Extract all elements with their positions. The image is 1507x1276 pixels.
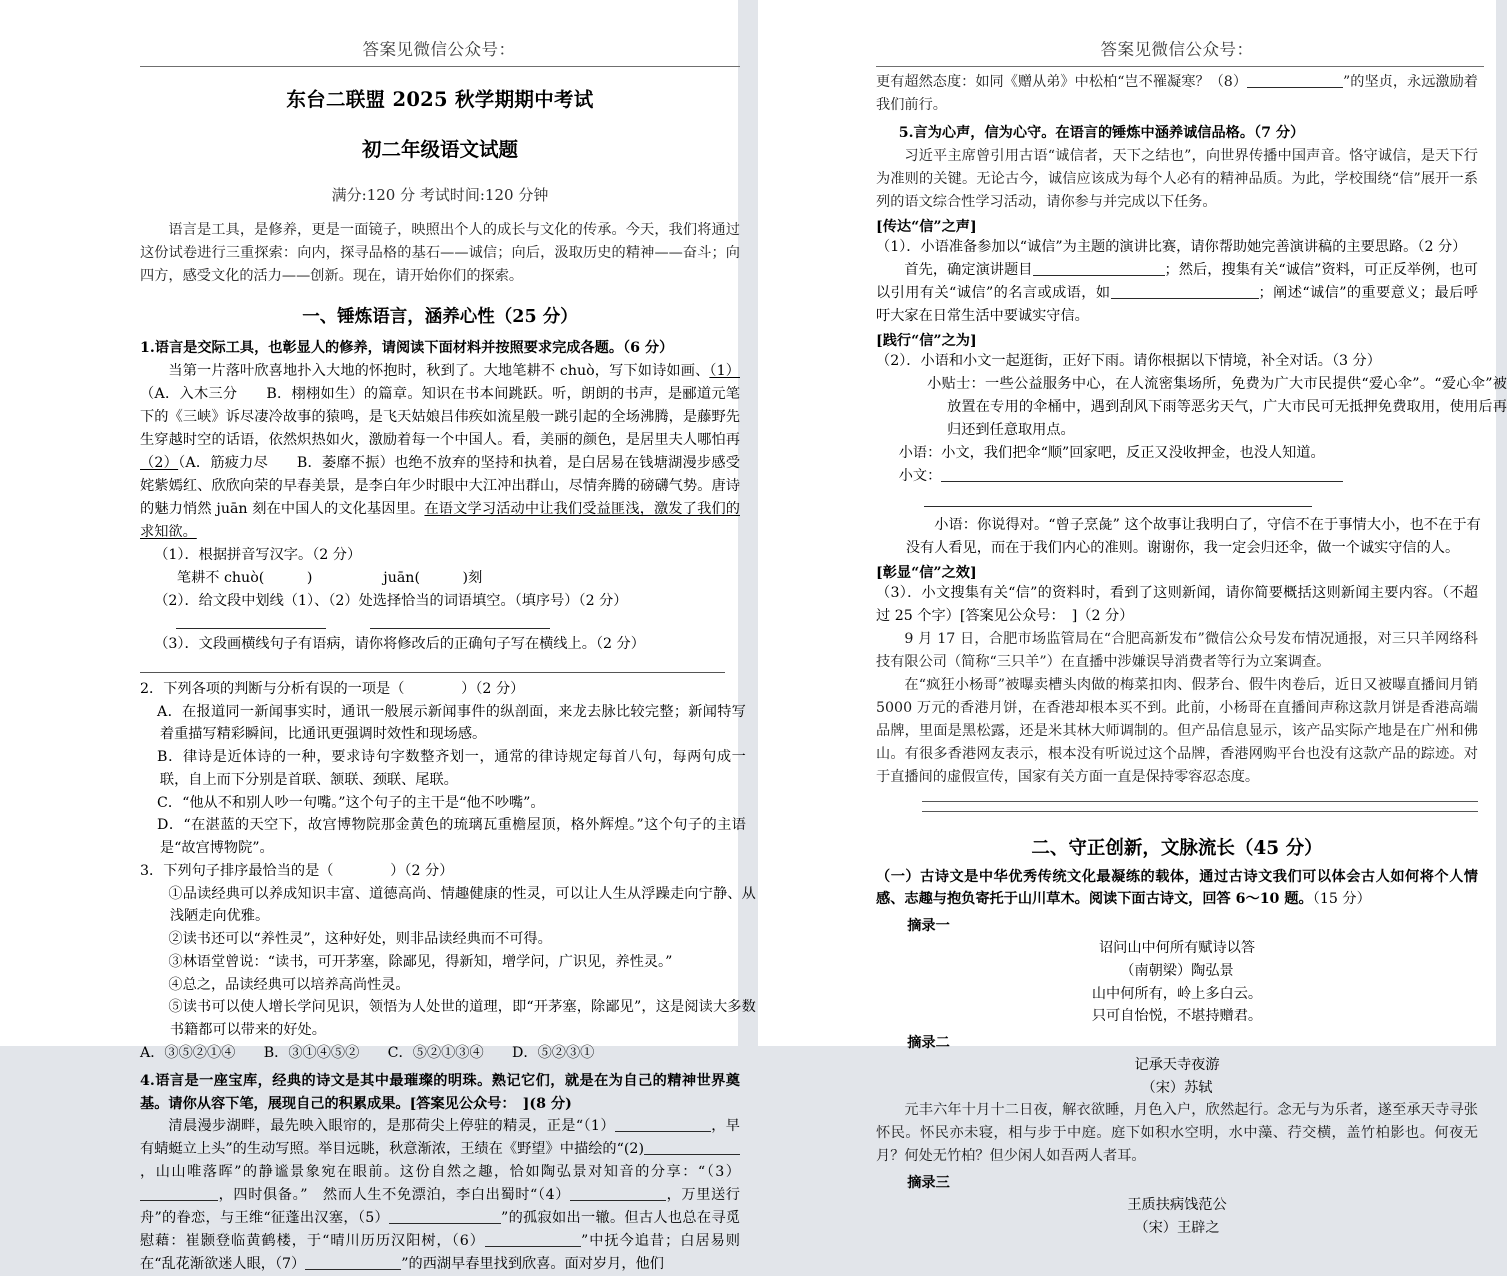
dialogue-line-2-label [876, 465, 1481, 488]
dialogue-answer-blank-2[interactable] [924, 506, 1312, 507]
passage-blank-1: （1） [709, 362, 740, 379]
question-3-stem: 3．下列句子排序最恰当的是（ ）（2 分） [140, 862, 454, 879]
passage-blank-2: （2） [140, 454, 179, 471]
question-5-stem: 5.言为心声，信为心守。在语言的锤炼中涵养诚信品格。（7 分） [898, 125, 1305, 141]
q4-blank-5[interactable] [389, 1223, 501, 1224]
passage-part-2: （A．入木三分 B．栩栩如生）的篇章。知识在书本间跳跃。听，朗朗的书声，是郦道元笔下的《三峡》诉尽凄冷故事的猿鸣，是飞天姑娘吕伟疾如流星般一跳引起的全场沸腾，是藤野先生穿越时空的话语，依然炽热如火，激励着每一个中国人。看，美丽的颜色，是居里夫人哪怕再 [140, 385, 740, 448]
block-label-effect: [彰显“信”之效] [876, 564, 977, 581]
excerpt-2-author: （宋）苏轼 [1141, 1079, 1213, 1096]
continued-fill-blank [876, 71, 1478, 117]
dialogue-answer-row-2[interactable] [876, 488, 1451, 514]
news-paragraph-2: 在“疯狂小杨哥”被曝卖槽头肉做的梅菜扣肉、假茅台、假牛肉卷后，近日又被曝直播间月销 5000 万元的香港月饼，在香港却根本买不到。此前，小杨哥在直播间声称这款月饼是香港高端品牌，里面是黑松露，还是米其林大师调制的。但产品信息显示，该产品实际产地是在广州和佛山。有很多香港网友表示，根本没有听说过这个品牌，香港网购平台也没有这款产品的踪迹。对于直播间的虚假宣传，国家有关方面一直是保持零容忍态度。 [876, 676, 1478, 785]
question-3-item-4: ④总之，品读经典可以培养高尚性灵。 [168, 976, 410, 993]
block-label-transmit: [传达“信”之声] [876, 218, 977, 235]
q4-blank-1[interactable] [615, 1131, 711, 1132]
section-divider [922, 801, 1478, 821]
page-2 [758, 0, 1507, 1237]
news-paragraph-1: 9 月 17 日，合肥市场监管局在“合肥高新发布”微信公众号发布情况通报，对三只羊网络科技有限公司（简称“三只羊”）在直播中涉嫌误导消费者等行为立案调查。 [876, 630, 1478, 670]
header-rule-page2 [876, 66, 1484, 67]
q4-part-a: 清晨漫步湖畔，最先映入眼帘的，是那荷尖上停驻的精灵，正是“（1） [168, 1118, 615, 1135]
excerpt-1-title: 诏问山中何所有赋诗以答 [1098, 940, 1256, 957]
question-3-item-3: ③林语堂曾说：“读书，可开茅塞，除鄙见，得新知，增学问，广识见，养性灵。” [168, 953, 673, 970]
question-3-item-2: ②读书还可以“养性灵”，这种好处，则非品读经典而不可得。 [168, 931, 552, 948]
exam-info: 满分:120 分 考试时间:120 分钟 [331, 186, 549, 204]
excerpt-3-author: （宋）王辟之 [1134, 1220, 1220, 1237]
answer-blanks-row[interactable] [140, 613, 740, 633]
intro-paragraph: 语言是工具，是修养，更是一面镜子，映照出个人的成长与文化的传承。今天，我们将通过这份试卷进行三重探索：向内，探寻品格的基石——诚信；向后，汲取历史的精神——奋斗；向四方，感受文化的活力——创新。现在，请开始你们的探索。 [140, 222, 740, 284]
q4-part-f: ”的孤寂如出一辙。但古人也总在寻觅慰藉：崔颢登临黄鹤楼，于“晴川历历汉阳树，（6） [140, 1210, 740, 1250]
excerpt-2-body: 元丰六年十月十二日夜，解衣欲睡，月色入户，欣然起行。念无与为乐者，遂至承天寺寻张怀民。怀民亦未寝，相与步于中庭。庭下如积水空明，水中藻、荇交横，盖竹柏影也。何夜无月？何处无竹柏？但少闲人如吾两人者耳。 [876, 1102, 1478, 1165]
q4-blank-3[interactable] [140, 1200, 218, 1201]
excerpt-3-title: 王质扶病饯范公 [1127, 1197, 1227, 1214]
question-2-option-c[interactable]: C．“他从不和别人吵一句嘴。”这个句子的主干是“他不吵嘴”。 [157, 794, 545, 811]
q4-blank-8[interactable] [1247, 87, 1343, 88]
q4-part-b: ，早有蜻蜓立上头”的生动写照。举目远眺，秋意渐浓，王绩在《野望》中描绘的“(2) [140, 1118, 740, 1158]
question-1-passage [140, 360, 740, 544]
question-5-sub-3: （3）．小文搜集有关“信”的资料时，看到了这则新闻，请你简要概括这则新闻主要内容。（不超过 25 个字）[答案见公众号： ]（2 分） [876, 584, 1478, 624]
answer-blank-b[interactable] [370, 628, 550, 629]
header-rule [140, 66, 740, 67]
dialogue-line-3: 小语：你说得对。“曾子烹彘” 这个故事让我明白了，守信不在于事情大小，也不在于有没有人看见，而在于我们内心的准则。谢谢你，我一定会归还伞，做一个诚实守信的人。 [905, 516, 1481, 556]
passage-underlined-sentence: 在语文学习活动中让我们受益匪浅，激发了我们的求知欲。 [140, 500, 740, 540]
question-2-option-d[interactable]: D．“在湛蓝的天空下，故宫博物院那金黄色的琉璃瓦重檐屋顶，格外辉煌。”这个句子的主语是“故宫博物院”。 [157, 817, 746, 857]
section-2-lead-text: （一）古诗文是中华优秀传统文化最凝练的载体，通过古诗文我们可以体会古人如何将个人情感、志趣与抱负寄托于山川草木。阅读下面古诗文，回答 6～10 题。 [876, 868, 1478, 908]
cont-part-a: 更有超然态度：如同《赠从弟》中松柏“岂不罹凝寒？（8） [876, 74, 1248, 90]
q4-blank-6[interactable] [485, 1246, 581, 1247]
header-note: 答案见微信公众号： [362, 40, 516, 59]
q4-part-c: ，山山唯落晖”的静谧景象宛在眼前。这份自然之趣，恰如陶弘景对知音的分享：“（3） [140, 1164, 740, 1181]
q5-s1-part-a: 首先，确定演讲题目 [904, 261, 1033, 278]
question-1-sub-3: （3）．文段画横线句子有语病，请你将修改后的正确句子写在横线上。（2 分） [154, 635, 645, 652]
question-5-sub-1: （1）．小语准备参加以“诚信”为主题的演讲比赛，请你帮助她完善演讲稿的主要思路。（2 分） [876, 238, 1467, 255]
block-label-practice: [践行“信”之为] [876, 332, 977, 349]
exam-subject-title: 初二年级语文试题 [361, 138, 518, 161]
question-3-item-5: ⑤读书可以使人增长学问见识，领悟为人处世的道理，即“开茅塞，除鄙见”，这是阅读大多数书籍都可以带来的好处。 [168, 999, 756, 1039]
excerpt-1-line-1: 山中何所有，岭上多白云。 [1091, 985, 1263, 1002]
question-5-intro: 习近平主席曾引用古语“诚信者，天下之结也”，向世界传播中国声音。恪守诚信，是天下行为准则的关键。无论古今，诚信应该成为每个人必有的精神品质。为此，学校围绕“信”展开一系列的语文综合性学习活动，请你参与并完成以下任务。 [876, 147, 1478, 210]
q4-blank-7[interactable] [305, 1269, 401, 1270]
section-2-lead-points: （15 分） [1312, 891, 1371, 908]
answer-blank-a[interactable] [176, 628, 326, 629]
q5-blank-quote[interactable] [1111, 298, 1259, 299]
question-4-body [140, 1115, 740, 1276]
question-1-sub-1: （1）．根据拼音写汉字。（2 分） [154, 546, 362, 563]
question-3-choices[interactable]: A．③⑤②①④ B．③①④⑤② C．⑤②①③④ D．⑤②③① [140, 1044, 595, 1061]
cont-part-b: ”的坚贞，永远激励着我们前行。 [876, 74, 1478, 113]
passage-part-1: 当第一片落叶欣喜地扑入大地的怀抱时，秋到了。大地笔耕不 chuò，写下如诗如画、 [168, 362, 710, 379]
q5-s1-part-b: ；然后，搜集有关“诚信”资料，可正反举例，也可以引用有关“诚信”的名言或成语，如 [876, 261, 1478, 301]
question-4-stem: 4.语言是一座宝库，经典的诗文是其中最璀璨的明珠。熟记它们，就是在为自己的精神世界奠基。请你从容下笔，展现自己的积累成果。[答案见公众号： ](8 分) [140, 1072, 740, 1112]
q5-s1-part-c: ；阐述“诚信”的重要意义；最后呼吁大家在日常生活中要诚实守信。 [876, 284, 1478, 324]
excerpt-2-label: 摘录二 [907, 1035, 950, 1052]
q4-blank-4[interactable] [570, 1200, 666, 1201]
q4-part-g: ”中抚今追昔；白居易则在“乱花渐欲迷人眼，（7） [140, 1233, 740, 1273]
question-5-sub-2: （2）．小语和小文一起逛街，正好下雨。请你根据以下情境，补全对话。（3 分） [876, 352, 1381, 369]
q4-part-e: ，万里送行舟”的眷恋，与王维“征蓬出汉塞，（5） [140, 1187, 740, 1227]
excerpt-2-title: 记承天寺夜游 [1134, 1057, 1220, 1074]
dialogue-speaker-xiaowen: 小文： [898, 467, 942, 484]
question-5-sub-1-body [876, 259, 1478, 328]
question-3-item-1: ①品读经典可以养成知识丰富、道德高尚、情趣健康的性灵，可以让人生从浮躁走向宁静、从浅陋走向优雅。 [168, 885, 756, 925]
header-note-page2: 答案见微信公众号： [1100, 40, 1254, 59]
dialogue-line-1: 小语：小文，我们把伞“顺”回家吧，反正又没收押金，也没人知道。 [898, 444, 1325, 461]
question-5-tip: 小贴士：一些公益服务中心，在人流密集场所，免费为广大市民提供“爱心伞”。“爱心伞”被放置在专用的伞桶中，遇到刮风下雨等恶劣天气，广大市民可无抵押免费取用，使用后再归还到任意取用点。 [927, 375, 1507, 438]
q4-blank-2[interactable] [644, 1154, 740, 1155]
excerpt-1-label: 摘录一 [907, 918, 950, 935]
exam-title: 东台二联盟 2025 秋学期期中考试 [286, 88, 594, 111]
dialogue-answer-blank-1[interactable] [941, 481, 1343, 482]
question-2-option-a[interactable]: A．在报道同一新闻事实时，通讯一般展示新闻事件的纵剖面，来龙去脉比较完整；新闻特写着重描写精彩瞬间，比通讯更强调时效性和现场感。 [157, 703, 746, 743]
question-1-stem: 1.语言是交际工具，也彰显人的修养，请阅读下面材料并按照要求完成各题。（6 分） [140, 340, 674, 356]
answer-blank-row-2[interactable] [140, 656, 725, 678]
q5-blank-topic[interactable] [1033, 275, 1165, 276]
q4-part-h: ”的西湖早春里找到欣喜。面对岁月，他们 [401, 1256, 664, 1273]
question-2-option-b[interactable]: B．律诗是近体诗的一种，要求诗句字数整齐划一，通常的律诗规定每首八句，每两句成一联，自上而下分别是首联、颔联、颈联、尾联。 [157, 749, 746, 788]
excerpt-1-line-2: 只可自怡悦，不堪持赠君。 [1091, 1008, 1263, 1025]
section-2-heading: 二、守正创新，文脉流长（45 分） [1031, 837, 1323, 859]
excerpt-1-author: （南朝梁）陶弘景 [1120, 962, 1234, 979]
excerpt-3-label: 摘录三 [907, 1175, 950, 1192]
section-2-lead [876, 866, 1478, 911]
question-1-sub-2: （2）．给文段中划线（1）、（2）处选择恰当的词语填空。（填序号）（2 分） [154, 592, 628, 609]
question-1-sub-1-items: 笔耕不 chuò( ) juān( )刻 [176, 569, 483, 586]
section-1-heading: 一、锤炼语言，涵养心性（25 分） [302, 307, 578, 327]
passage-part-3: （A．筋疲力尽 B．萎靡不振）也绝不放弃的坚持和执着，是白居易在钱塘湖漫步感受姹紫嫣红、欣欣向荣的早春美景，是李白年少时眼中大江冲出群山，尽情奔腾的磅礴气势。唐诗的魅力悄然 juān 刻在中国人的文化基因里。 [140, 454, 740, 517]
answer-blank-long[interactable] [140, 672, 725, 673]
question-2-stem: 2．下列各项的判断与分析有误的一项是（ ）（2 分） [140, 680, 525, 697]
q4-part-d: ，四时俱备。” 然而人生不免漂泊，李白出蜀时“（4） [218, 1187, 571, 1204]
